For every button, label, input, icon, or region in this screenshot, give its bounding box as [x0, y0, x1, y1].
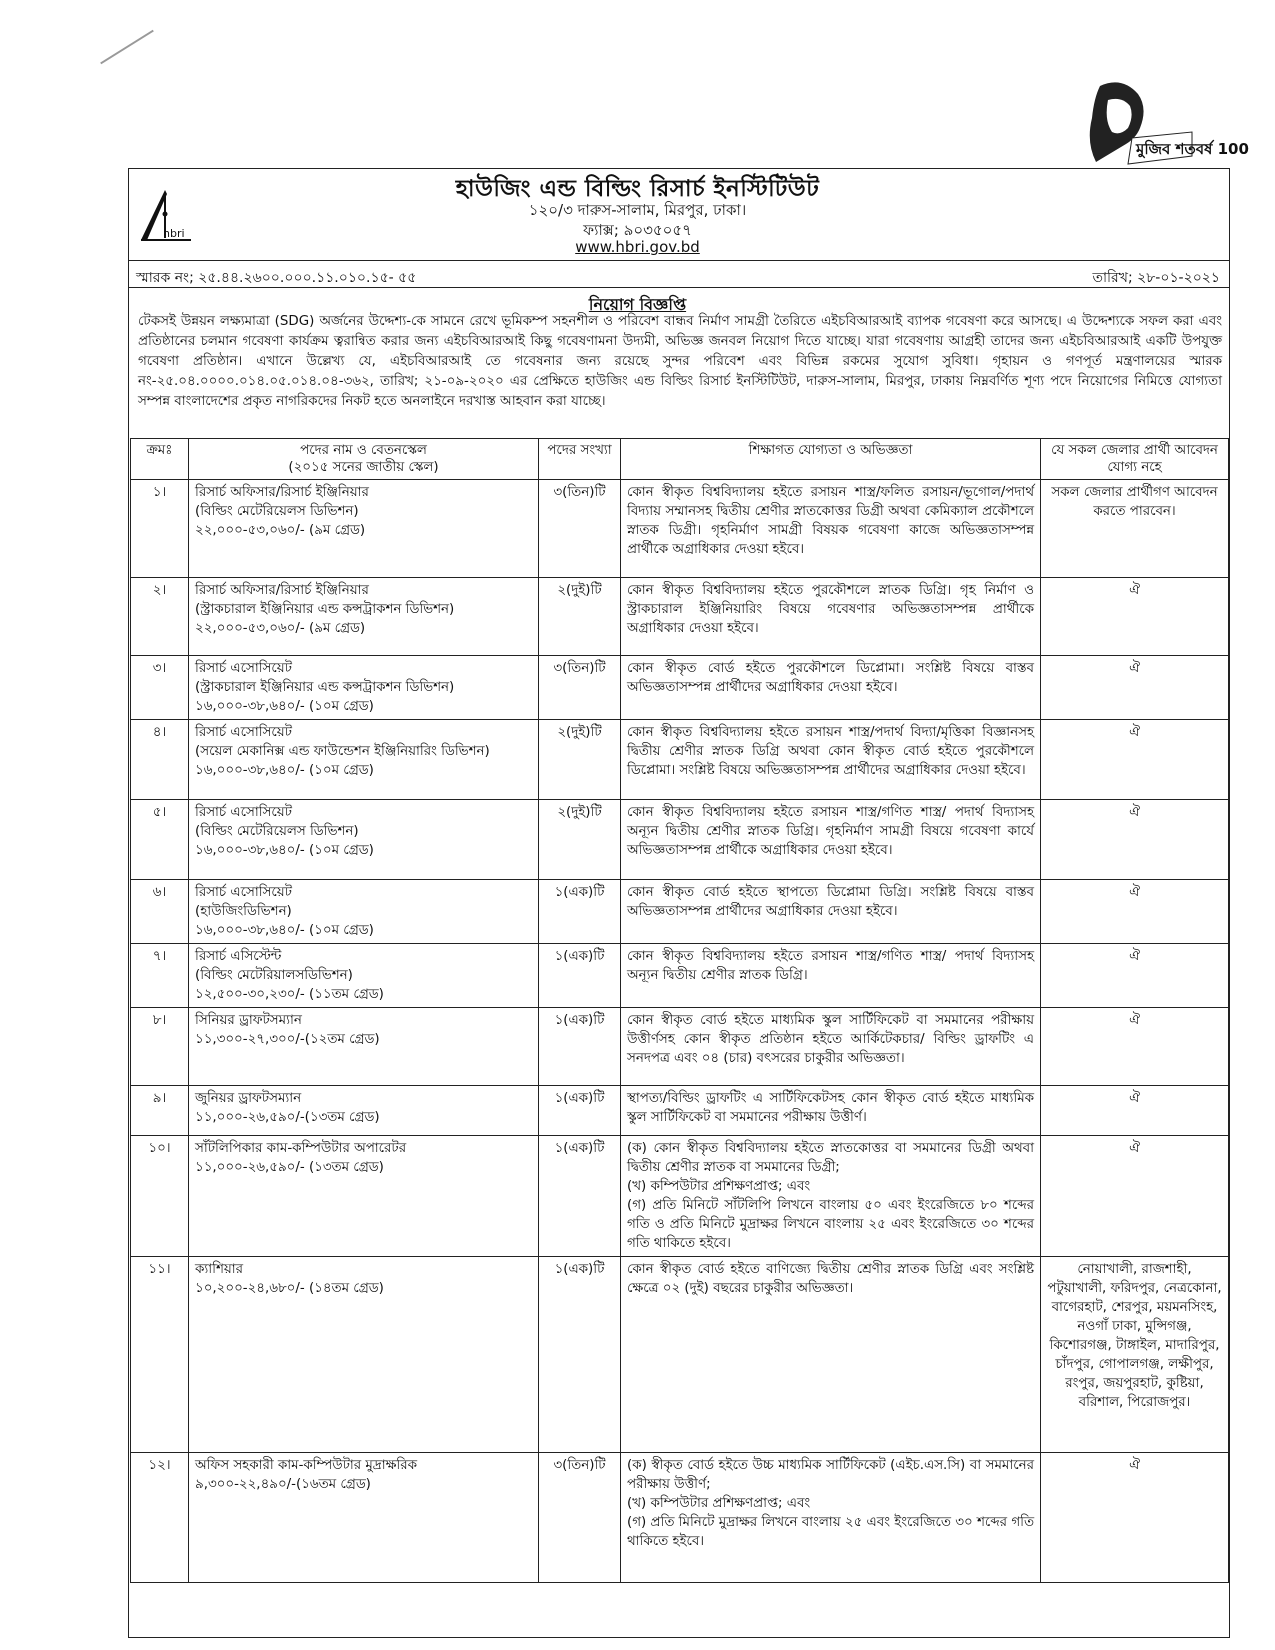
post-name-line: রিসার্চ এসোসিয়েট — [195, 885, 292, 900]
cell-qualification: কোন স্বীকৃত বোর্ড হইতে বাণিজ্যে দ্বিতীয় শ্রেণীর স্নাতক ডিগ্রি এবং সংশ্লিষ্ট ক্ষেত্রে ০২ (দুই) বছরের চাকুরীর অভিজ্ঞতা। — [621, 1257, 1041, 1453]
cell-post — [189, 800, 539, 880]
table-row — [131, 1136, 1229, 1257]
cell-post — [189, 578, 539, 656]
cell-qualification: স্থাপত্য/বিল্ডিং ড্রাফটিং এ সার্টিফিকেটসহ কোন স্বীকৃত বোর্ড হইতে মাধ্যমিক স্কুল সার্টিফিকেট বা সমমানের পরীক্ষায় উত্তীর্ণ। — [621, 1086, 1041, 1136]
cell-post-count: ৩(তিন)টি — [539, 480, 621, 578]
qualification-item: (গ) প্রতি মিনিটে মুদ্রাক্ষর লিখনে বাংলায় ২৫ এবং ইংরেজিতে ৩০ শব্দের গতি থাকিতে হইবে। — [627, 1515, 1034, 1549]
cell-post-count: ৩(তিন)টি — [539, 1453, 621, 1583]
notice-title: নিয়োগ বিজ্ঞপ্তি — [588, 295, 687, 314]
post-name-line: রিসার্চ অফিসার/রিসার্চ ইঞ্জিনিয়ার — [195, 583, 369, 598]
memo-number: স্মারক নং; ২৫.৪৪.২৬০০.০০০.১১.০১০.১৫- ৫৫ — [136, 270, 417, 286]
cell-post-count: ২(দুই)টি — [539, 800, 621, 880]
post-name-line: (স্ট্রাকচারাল ইঞ্জিনিয়ার এন্ড কন্সট্রাকশন ডিভিশন) — [195, 602, 455, 617]
header-post-subtitle: (২০১৫ সনের জাতীয় স্কেল) — [288, 460, 439, 475]
header-post — [189, 439, 539, 480]
cell-post-count: ১(এক)টি — [539, 1136, 621, 1257]
table-row — [131, 1453, 1229, 1583]
cell-qualification: কোন স্বীকৃত বিশ্ববিদ্যালয় হইতে রসায়ন শাস্ত্র/গণিত শাস্ত্র/ পদার্থ বিদ্যাসহ অন্যূন দ্বিতীয় শ্রেণীর স্নাতক ডিগ্রি। — [621, 944, 1041, 1008]
qualification-item: (ক) কোন স্বীকৃত বিশ্ববিদ্যালয় হইতে স্নাতকোত্তর বা সমমানের ডিগ্রী অথবা দ্বিতীয় শ্রেণীর স্নাতক বা সমমানের ডিগ্রী; — [627, 1141, 1034, 1175]
cell-qualification: কোন স্বীকৃত বোর্ড হইতে মাধ্যমিক স্কুল সার্টিফিকেট বা সমমানের পরীক্ষায় উত্তীর্ণসহ কোন স্বীকৃত প্রতিষ্ঠান হইতে আর্কিটেকচার/ বিল্ডিং ড্রাফটিং এ সনদপত্র এবং ০৪ (চার) বৎসরের চাকুরীর অভিজ্ঞতা। — [621, 1008, 1041, 1086]
table-row — [131, 720, 1229, 800]
cell-eligibility: ঐ — [1041, 1453, 1229, 1583]
cell-post — [189, 1453, 539, 1583]
cell-qualification — [621, 1453, 1041, 1583]
table-row — [131, 656, 1229, 720]
cell-serial: ৫। — [131, 800, 189, 880]
cell-eligibility: সকল জেলার প্রার্থীগণ আবেদন করতে পারবেন। — [1041, 480, 1229, 578]
cell-post — [189, 1136, 539, 1257]
header-eligibility: যে সকল জেলার প্রার্থী আবেদন যোগ্য নহে — [1041, 439, 1229, 480]
post-pay-scale: ১৬,০০০-৩৮,৬৪০/- (১০ম গ্রেড) — [195, 763, 374, 778]
post-pay-scale: ১৬,০০০-৩৮,৬৪০/- (১০ম গ্রেড) — [195, 699, 374, 714]
notice-date: তারিখ; ২৮-০১-২০২১ — [1092, 270, 1220, 286]
organization-fax: ফ্যাক্স; ৯০৩৫০৫৭ — [583, 221, 692, 239]
cell-qualification: কোন স্বীকৃত বিশ্ববিদ্যালয় হইতে রসায়ন শাস্ত্র/গণিত শাস্ত্র/ পদার্থ বিদ্যাসহ অন্যূন দ্বিতীয় শ্রেণীর স্নাতক ডিগ্রি। গৃহনির্মাণ সামগ্রী বিষয়ে গবেষণা কার্যে অভিজ্ঞতাসম্পন্ন প্রার্থীকে অগ্রাধিকার দেওয়া হইবে। — [621, 800, 1041, 880]
organization-address: ১২০/৩ দারুস-সালাম, মিরপুর, ঢাকা। — [528, 201, 747, 219]
organization-website[interactable]: www.hbri.gov.bd — [575, 238, 700, 256]
cell-eligibility: ঐ — [1041, 944, 1229, 1008]
qualification-item: (খ) কম্পিউটার প্রশিক্ষণপ্রাপ্ত; এবং — [627, 1179, 811, 1194]
cell-eligibility: ঐ — [1041, 720, 1229, 800]
cell-qualification: কোন স্বীকৃত বিশ্ববিদ্যালয় হইতে রসায়ন শাস্ত্র/পদার্থ বিদ্যা/মৃত্তিকা বিজ্ঞানসহ দ্বিতীয় শ্রেণীর স্নাতক ডিগ্রি অথবা কোন স্বীকৃত বোর্ড হইতে পুরকৌশলে ডিপ্লোমা। সংশ্লিষ্ট বিষয়ে অভিজ্ঞতাসম্পন্ন প্রার্থীদের অগ্রাধিকার দেওয়া হইবে। — [621, 720, 1041, 800]
cell-serial: ১। — [131, 480, 189, 578]
cell-serial: ২। — [131, 578, 189, 656]
cell-post-count: ১(এক)টি — [539, 944, 621, 1008]
cell-qualification: কোন স্বীকৃত বিশ্ববিদ্যালয় হইতে পুরকৌশলে স্নাতক ডিগ্রি। গৃহ নির্মাণ ও স্ট্রাকচারাল ইঞ্জিনিয়ারিং বিষয়ে গবেষণার অভিজ্ঞতাসম্পন্ন প্রার্থীকে অগ্রাধিকার দেওয়া হইবে। — [621, 578, 1041, 656]
cell-post — [189, 656, 539, 720]
post-pay-scale: ১১,০০০-২৬,৫৯০/- (১৩তম গ্রেড) — [195, 1160, 384, 1175]
post-pay-scale: ৯,৩০০-২২,৪৯০/-(১৬তম গ্রেড) — [195, 1477, 371, 1492]
table-row — [131, 944, 1229, 1008]
post-pay-scale: ২২,০০০-৫৩,০৬০/- (৯ম গ্রেড) — [195, 523, 366, 538]
post-name-line: রিসার্চ অফিসার/রিসার্চ ইঞ্জিনিয়ার — [195, 485, 369, 500]
post-pay-scale: ১৬,০০০-৩৮,৬৪০/- (১০ম গ্রেড) — [195, 923, 374, 938]
table-row — [131, 1008, 1229, 1086]
table-row — [131, 880, 1229, 944]
post-name-line: রিসার্চ এসিস্টেন্ট — [195, 949, 282, 964]
table-header-row — [131, 439, 1229, 480]
qualification-item: (গ) প্রতি মিনিটে সাঁটলিপি লিখনে বাংলায় ৫০ এবং ইংরেজিতে ৮০ শব্দের গতি ও প্রতি মিনিটে মুদ্রাক্ষর লিখনে বাংলায় ২৫ এবং ইংরেজিতে ৩০ শব্দের গতি থাকিতে হইবে। — [627, 1198, 1034, 1251]
qualification-item: (ক) স্বীকৃত বোর্ড হইতে উচ্চ মাধ্যমিক সার্টিফিকেট (এইচ.এস.সি) বা সমমানের পরীক্ষায় উত্তীর্ণ; — [627, 1458, 1034, 1492]
cell-eligibility: ঐ — [1041, 800, 1229, 880]
post-pay-scale: ১২,৫০০-৩০,২৩০/- (১১তম গ্রেড) — [195, 987, 384, 1002]
header-serial: ক্রমঃ — [131, 439, 189, 480]
header-count: পদের সংখ্যা — [539, 439, 621, 480]
cell-post — [189, 944, 539, 1008]
memo-row — [128, 260, 1230, 288]
header-post-title: পদের নাম ও বেতনস্কেল — [300, 443, 427, 458]
cell-eligibility: ঐ — [1041, 880, 1229, 944]
table-row — [131, 1086, 1229, 1136]
cell-serial: ৬। — [131, 880, 189, 944]
cell-qualification — [621, 1136, 1041, 1257]
cell-eligibility: ঐ — [1041, 1086, 1229, 1136]
post-pay-scale: ১১,৩০০-২৭,৩০০/-(১২তম গ্রেড) — [195, 1032, 380, 1047]
cell-eligibility: ঐ — [1041, 578, 1229, 656]
cell-post — [189, 880, 539, 944]
cell-serial: ৪। — [131, 720, 189, 800]
post-pay-scale: ২২,০০০-৫৩,০৬০/- (৯ম গ্রেড) — [195, 621, 366, 636]
cell-post — [189, 1086, 539, 1136]
post-name-line: (সয়েল মেকানিক্স এন্ড ফাউন্ডেশন ইঞ্জিনিয়ারিং ডিভিশন) — [195, 744, 490, 759]
cell-post — [189, 720, 539, 800]
cell-post-count: ২(দুই)টি — [539, 720, 621, 800]
cell-serial: ৯। — [131, 1086, 189, 1136]
cell-serial: ৮। — [131, 1008, 189, 1086]
cell-serial: ৩। — [131, 656, 189, 720]
post-name-line: (বিল্ডিং মেটেরিয়ালসডিভিশন) — [195, 968, 353, 983]
post-name-line: ক্যাশিয়ার — [195, 1262, 244, 1277]
cell-serial: ৭। — [131, 944, 189, 1008]
header-qualification: শিক্ষাগত যোগ্যতা ও অভিজ্ঞতা — [621, 439, 1041, 480]
post-pay-scale: ১৬,০০০-৩৮,৬৪০/- (১০ম গ্রেড) — [195, 843, 374, 858]
cell-post-count: ১(এক)টি — [539, 1086, 621, 1136]
cell-serial: ১১। — [131, 1257, 189, 1453]
post-pay-scale: ১১,০০০-২৬,৫৯০/-(১৩তম গ্রেড) — [195, 1110, 380, 1125]
cell-post-count: ২(দুই)টি — [539, 578, 621, 656]
post-name-line: রিসার্চ এসোসিয়েট — [195, 725, 292, 740]
cell-post — [189, 1257, 539, 1453]
cell-post-count: ১(এক)টি — [539, 880, 621, 944]
notice-intro: টেকসই উন্নয়ন লক্ষ্যমাত্রা (SDG) অর্জনের উদ্দেশ্য-কে সামনে রেখে ভূমিকম্প সহনশীল ও পরিবেশ বান্ধব নির্মাণ সামগ্রী তৈরিতে এইচবিআরআই ব্যাপক গবেষণা করে আসছে। এ উদ্দেশ্যকে সফল করা এবং প্রতিষ্ঠানের চলমান গবেষণা কার্যক্রম ত্বরান্বিত করার জন্য এইচবিআরআই কিছু গবেষণামনা উদ্যমী, অভিজ্ঞ জনবল নিয়োগ দিতে যাচ্ছে। যারা গবেষণায় আগ্রহী তাদের জন্য এইচবিআরআই একটি উপযুক্ত গবেষণা প্রতিষ্ঠান। এখানে উল্লেখ্য যে, এইচবিআরআই তে গবেষনার জন্য রয়েছে সুন্দর পরিবেশ এবং বিভিন্ন রকমের সুযোগ সুবিধা। গৃহায়ন ও গণপূর্ত মন্ত্রণালয়ের স্মারক নং-২৫.০৪.০০০০.০১৪.০৫.০১৪.০৪-৩৬২, তারিখ; ২১-০৯-২০২০ এর প্রেক্ষিতে হাউজিং এন্ড বিল্ডিং রিসার্চ ইনস্টিটিউট, দারুস-সালাম, মিরপুর, ঢাকায় নিম্নবর্ণিত শূণ্য পদে নিয়োগের নিমিত্তে যোগ্যতা সম্পন্ন বাংলাদেশের প্রকৃত নাগরিকদের নিকট হতে অনলাইনে দরখাস্ত আহবান করা যাচ্ছে। — [138, 314, 1222, 409]
post-name-line: রিসার্চ এসোসিয়েট — [195, 661, 292, 676]
post-name-line: রিসার্চ এসোসিয়েট — [195, 805, 292, 820]
post-name-line: (বিল্ডিং মেটেরিয়েলস ডিভিশন) — [195, 824, 359, 839]
pen-mark — [100, 30, 154, 65]
svg-text:hbri: hbri — [163, 227, 185, 240]
post-name-line: সিনিয়র ড্রাফটসম্যান — [195, 1013, 302, 1028]
cell-eligibility: ঐ — [1041, 656, 1229, 720]
cell-post-count: ১(এক)টি — [539, 1257, 621, 1453]
cell-post — [189, 480, 539, 578]
vacancy-table — [130, 438, 1229, 1583]
cell-serial: ১০। — [131, 1136, 189, 1257]
post-name-line: (হাউজিংডিভিশন) — [195, 904, 292, 919]
cell-post-count: ১(এক)টি — [539, 1008, 621, 1086]
post-name-line: অফিস সহকারী কাম-কম্পিউটার মুদ্রাক্ষরিক — [195, 1458, 417, 1473]
mujib-centenary-logo — [1060, 78, 1249, 168]
cell-post — [189, 1008, 539, 1086]
cell-serial: ১২। — [131, 1453, 189, 1583]
cell-post-count: ৩(তিন)টি — [539, 656, 621, 720]
cell-eligibility: নোয়াখালী, রাজশাহী, পটুয়াখালী, ফরিদপুর, নেত্রকোনা, বাগেরহাট, শেরপুর, ময়মনসিংহ, নওগাঁ ঢাকা, মুন্সিগঞ্জ, কিশোরগঞ্জ, টাঙ্গাইল, মাদারিপুর, চাঁদপুর, গোপালগঞ্জ, লক্ষীপুর, রংপুর, জয়পুরহাট, কুষ্টিয়া, বরিশাল, পিরোজপুর। — [1041, 1257, 1229, 1453]
post-name-line: জুনিয়র ড্রাফটসম্যান — [195, 1091, 302, 1106]
table-row — [131, 1257, 1229, 1453]
cell-eligibility: ঐ — [1041, 1008, 1229, 1086]
qualification-item: (খ) কম্পিউটার প্রশিক্ষণপ্রাপ্ত; এবং — [627, 1496, 811, 1511]
post-name-line: (বিল্ডিং মেটেরিয়েলস ডিভিশন) — [195, 504, 359, 519]
post-name-line: (স্ট্রাকচারাল ইঞ্জিনিয়ার এন্ড কন্সট্রাকশন ডিভিশন) — [195, 680, 455, 695]
cell-qualification: কোন স্বীকৃত বিশ্ববিদ্যালয় হইতে রসায়ন শাস্ত্র/ফলিত রসায়ন/ভূগোল/পদার্থ বিদ্যায় সম্মানসহ দ্বিতীয় শ্রেণীর স্নাতকোত্তর ডিগ্রী অথবা কেমিক্যাল প্রকৌশলে স্নাতক ডিগ্রী। গৃহনির্মাণ সামগ্রী বিষয়ক গবেষণা কাজে অভিজ্ঞতাসম্পন্ন প্রার্থীকে অগ্রাধিকার দেওয়া হইবে। — [621, 480, 1041, 578]
cell-eligibility: ঐ — [1041, 1136, 1229, 1257]
table-row — [131, 578, 1229, 656]
table-row — [131, 480, 1229, 578]
cell-qualification: কোন স্বীকৃত বোর্ড হইতে স্থাপত্যে ডিপ্লোমা ডিগ্রি। সংশ্লিষ্ট বিষয়ে বাস্তব অভিজ্ঞতাসম্পন্ন প্রার্থীদের অগ্রাধিকার দেওয়া হইবে। — [621, 880, 1041, 944]
table-row — [131, 800, 1229, 880]
cell-qualification: কোন স্বীকৃত বোর্ড হইতে পুরকৌশলে ডিপ্লোমা। সংশ্লিষ্ট বিষয়ে বাস্তব অভিজ্ঞতাসম্পন্ন প্রার্থীদের অগ্রাধিকার দেওয়া হইবে। — [621, 656, 1041, 720]
svg-text:মুজিব শতবর্ষ 100: মুজিব শতবর্ষ 100 — [1136, 140, 1249, 158]
post-name-line: সাঁটলিপিকার কাম-কম্পিউটার অপারেটর — [195, 1141, 407, 1156]
post-pay-scale: ১০,২০০-২৪,৬৮০/- (১৪তম গ্রেড) — [195, 1281, 384, 1296]
organization-name: হাউজিং এন্ড বিল্ডিং রিসার্চ ইনস্টিটিউট — [455, 176, 820, 202]
